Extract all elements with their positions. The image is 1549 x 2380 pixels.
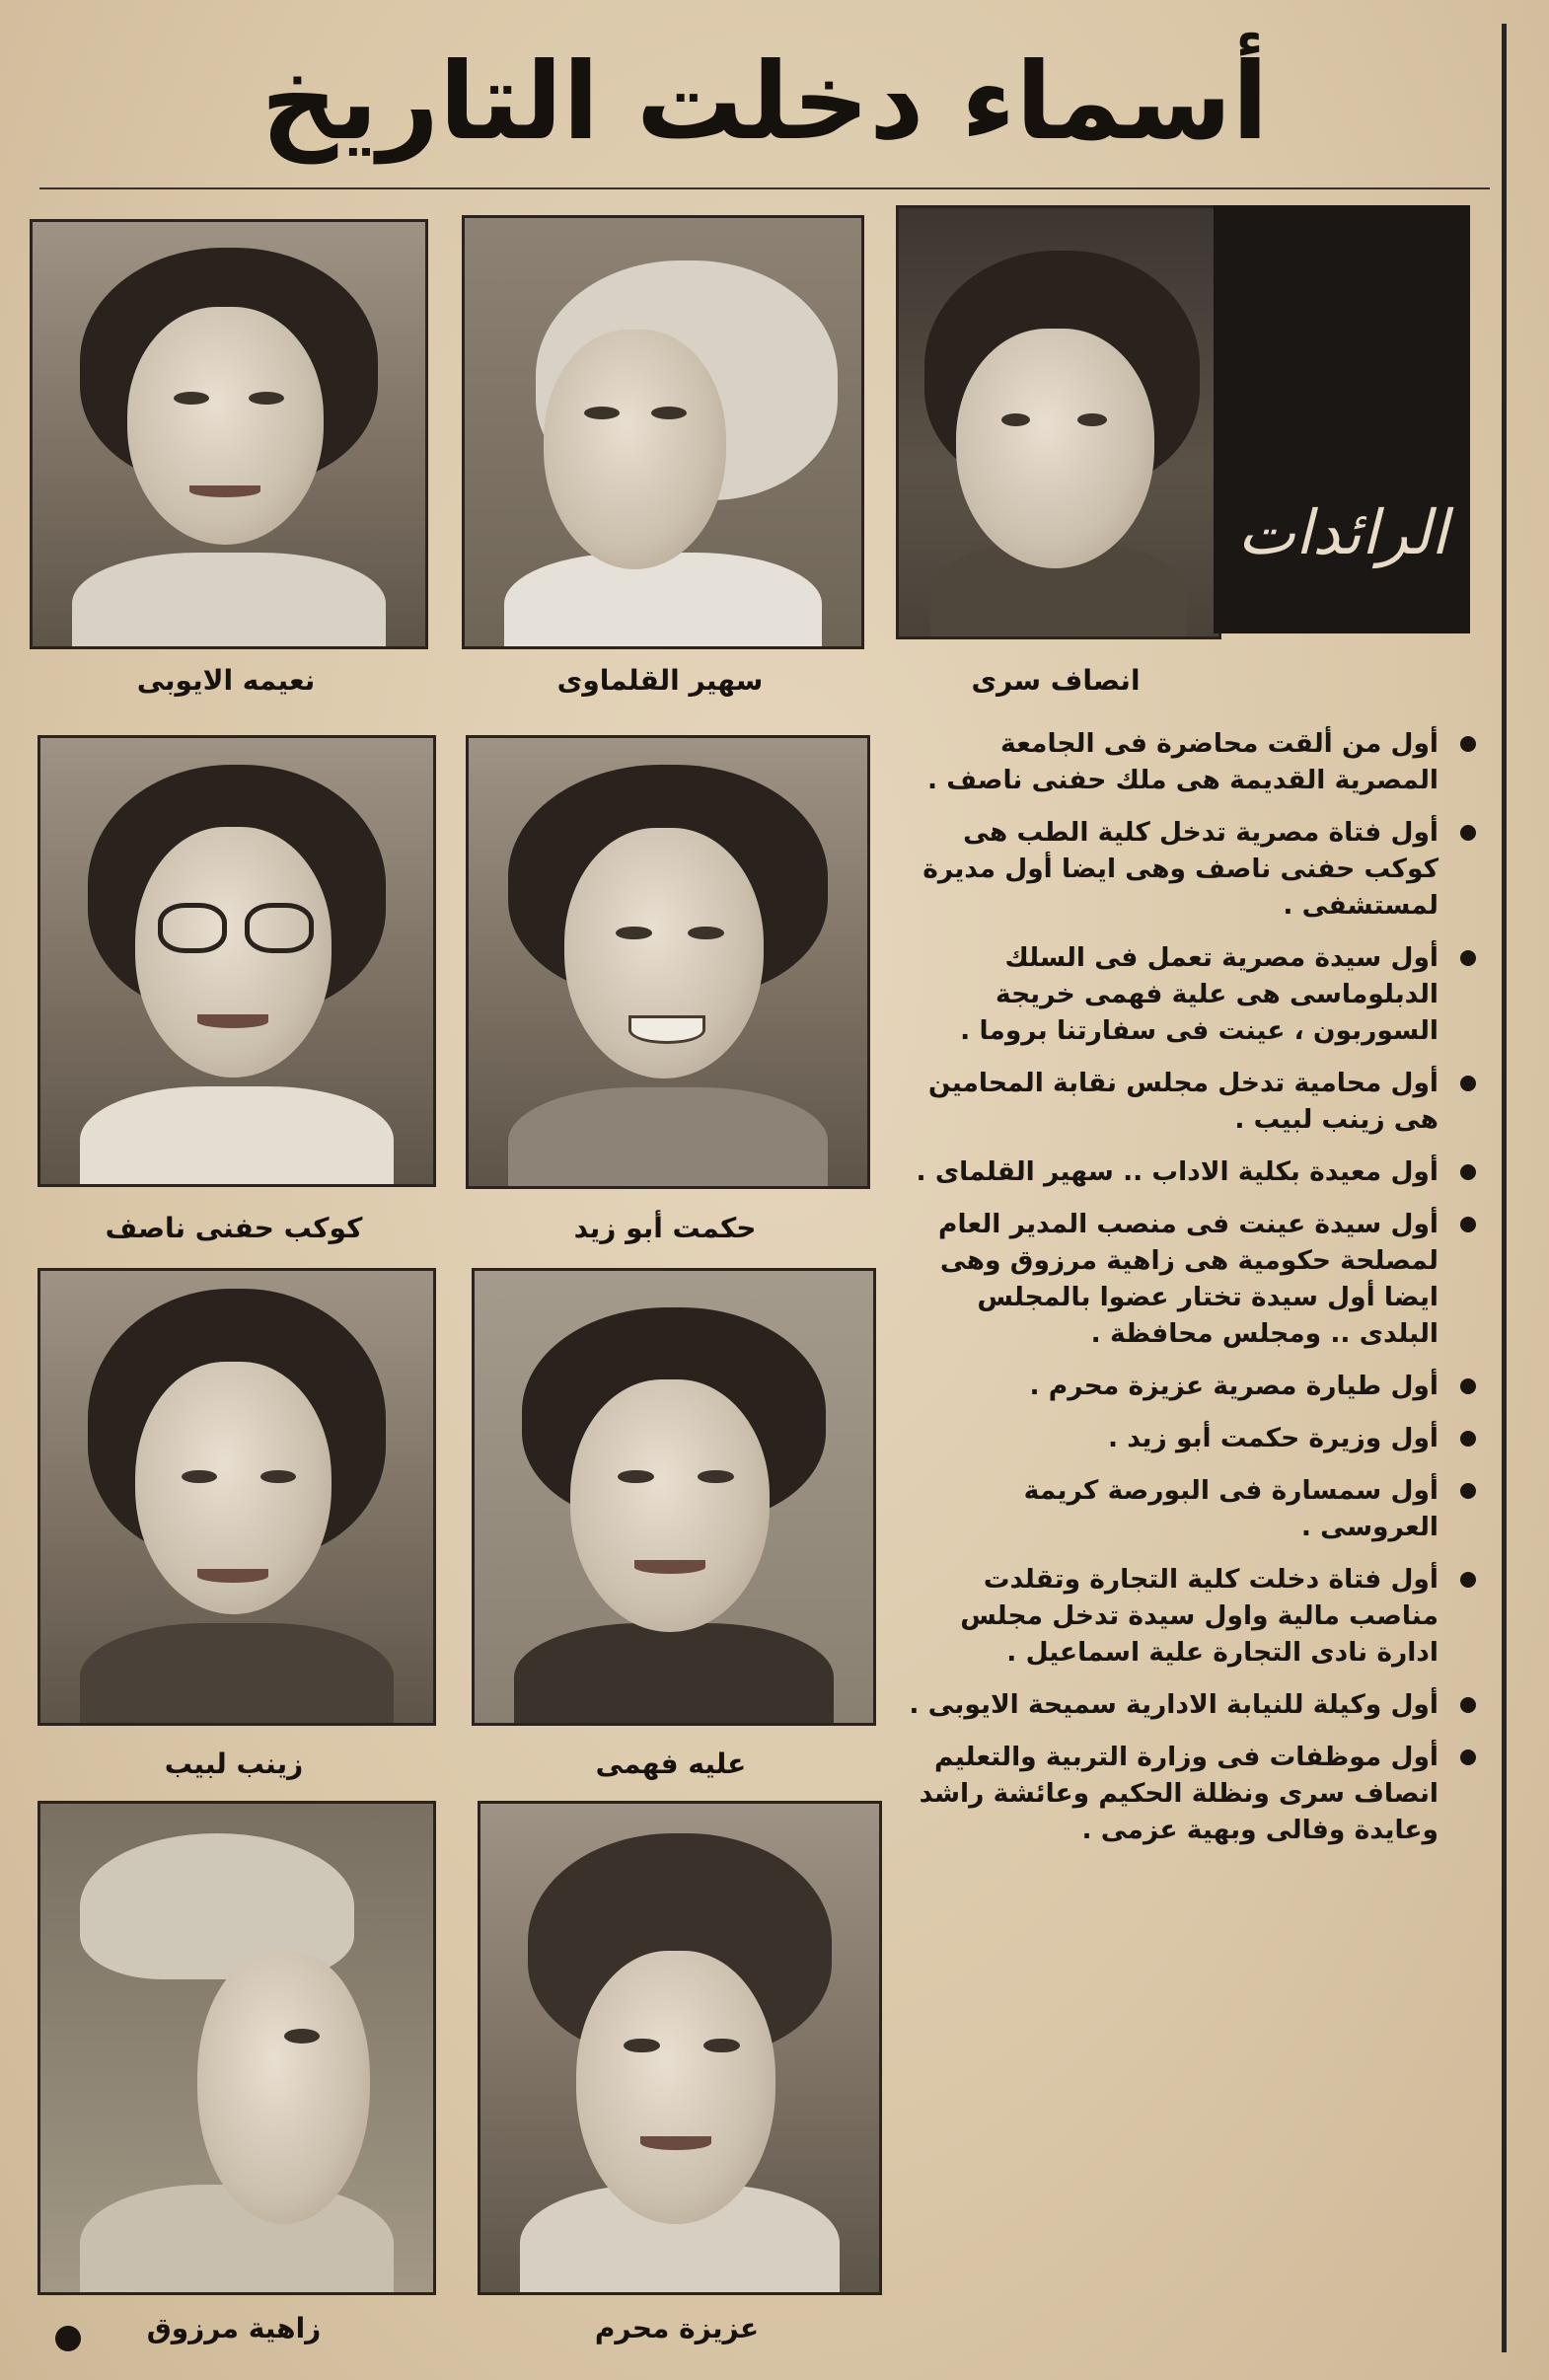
caption-suhair-qalamawi: سهير القلماوى: [556, 664, 764, 697]
bullet-icon: [1460, 736, 1476, 752]
item-text: أول من ألقت محاضرة فى الجامعة المصرية القديمة هى ملك حفنى ناصف .: [927, 728, 1438, 795]
item-text: أول فتاة دخلت كلية التجارة وتقلدت مناصب مالية واول سيدة تدخل مجلس ادارة نادى التجارة علية اسماعيل .: [960, 1564, 1438, 1668]
photo-aliya-fahmi: [472, 1268, 876, 1726]
bullet-icon: [1460, 1217, 1476, 1232]
bullet-icon: [1460, 1431, 1476, 1447]
bullet-icon: [1460, 950, 1476, 966]
caption-hekmat-abuzeid: حكمت أبو زيد: [573, 1212, 757, 1244]
item-text: أول سمسارة فى البورصة كريمة العروسى .: [1023, 1475, 1438, 1542]
headline-rule: [39, 187, 1490, 189]
list-item: [898, 1153, 1480, 1190]
photo-hekmat-abuzeid: [466, 735, 870, 1189]
photo-insaf-serri: [896, 205, 1221, 639]
caption-zahia-marzouk: زاهية مرزوق: [146, 2312, 322, 2344]
list-item: [898, 725, 1480, 798]
caption-zeinab-labib: زينب لبيب: [164, 1748, 304, 1780]
caption-naima-ayoubi: نعيمه الايوبى: [136, 664, 316, 697]
caption-aliya-fahmi: عليه فهمى: [595, 1748, 747, 1780]
photo-zahia-marzouk: [37, 1801, 436, 2295]
list-item: [898, 1686, 1480, 1723]
photo-suhair-qalamawi: [462, 215, 864, 649]
photo-zeinab-labib: [37, 1268, 436, 1726]
item-text: أول سيدة عينت فى منصب المدير العام لمصلحة حكومية هى زاهية مرزوق وهى ايضا أول سيدة تختار عضوا بالمجلس البلدى .. ومجلس محافظة .: [938, 1209, 1438, 1349]
bullet-icon: [1460, 1164, 1476, 1180]
item-text: أول فتاة مصرية تدخل كلية الطب هى كوكب حفنى ناصف وهى ايضا أول مديرة لمستشفى .: [922, 817, 1438, 921]
bullet-icon: [1460, 1378, 1476, 1394]
list-item: [898, 1368, 1480, 1404]
headline: أسماء دخلت التاريخ: [260, 39, 1269, 164]
list-item: [898, 1561, 1480, 1671]
item-text: أول سيدة مصرية تعمل فى السلك الدبلوماسى هى علية فهمى خريجة السوربون ، عينت فى سفارتنا بروما .: [960, 942, 1438, 1046]
caption-aziza-moharram: عزيزة محرم: [594, 2312, 760, 2344]
photo-kawkab-nasif: [37, 735, 436, 1187]
bullet-icon: [1460, 1572, 1476, 1588]
caption-kawkab-nasif: كوكب حفنى ناصف: [105, 1212, 363, 1244]
list-item: [898, 1420, 1480, 1456]
list-item: [898, 1739, 1480, 1848]
item-text: أول معيدة بكلية الاداب .. سهير القلماى .: [916, 1156, 1438, 1187]
achievements-list: [898, 725, 1480, 2324]
list-item: [898, 1065, 1480, 1138]
photo-aziza-moharram: [478, 1801, 882, 2295]
item-text: أول طيارة مصرية عزيزة محرم .: [1029, 1371, 1438, 1401]
caption-insaf-serri: انصاف سرى: [971, 664, 1141, 697]
bullet-icon: [1460, 1749, 1476, 1765]
section-label: الرائدات: [1237, 496, 1448, 568]
photo-naima-ayoubi: [30, 219, 428, 649]
bullet-icon: [1460, 1076, 1476, 1091]
list-item: [898, 814, 1480, 924]
item-text: أول وكيلة للنيابة الادارية سميحة الايوبى .: [909, 1689, 1438, 1720]
page-marker-icon: [55, 2326, 81, 2351]
column-rule: [1502, 24, 1507, 2352]
list-item: [898, 939, 1480, 1049]
item-text: أول محامية تدخل مجلس نقابة المحامين هى زينب لبيب .: [927, 1068, 1438, 1135]
item-text: أول موظفات فى وزارة التربية والتعليم انصاف سرى ونظلة الحكيم وعائشة راشد وعايدة وفالى وبهية عزمى .: [919, 1742, 1438, 1845]
bullet-icon: [1460, 825, 1476, 841]
item-text: أول وزيرة حكمت أبو زيد .: [1107, 1423, 1438, 1453]
bullet-icon: [1460, 1697, 1476, 1713]
list-item: [898, 1206, 1480, 1352]
bullet-icon: [1460, 1483, 1476, 1499]
list-item: [898, 1472, 1480, 1545]
